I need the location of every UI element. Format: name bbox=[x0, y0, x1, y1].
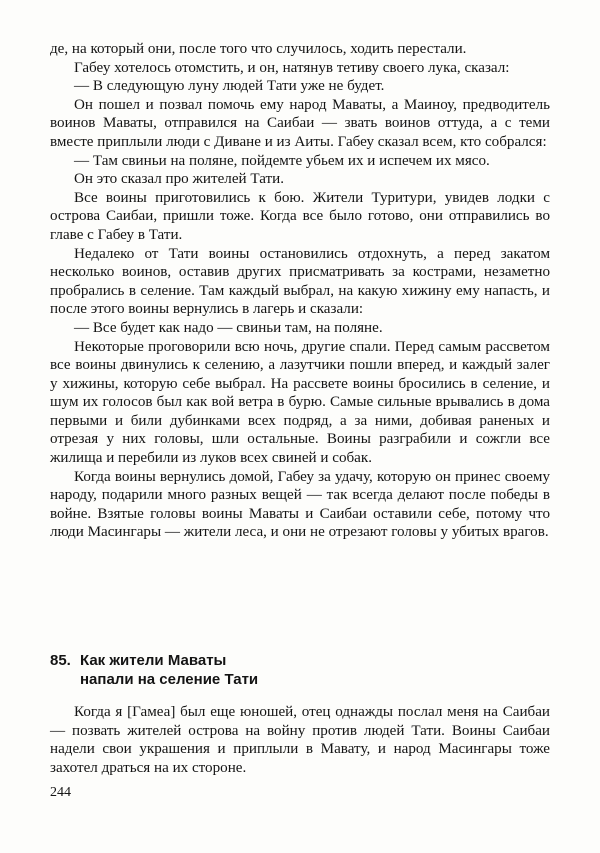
section-body-text bbox=[50, 703, 550, 777]
paragraph: де, на который они, после того что случилось, ходить перестали. bbox=[50, 41, 467, 57]
paragraph: Когда воины вернулись домой, Габеу за удачу, которую он принес своему народу, подарили много разных вещей — так всегда делают после победы в войне. Взятые головы воины Маваты и Саибаи оставили себе, потому что люди Масингары — жители леса, и они не отрезают головы у убитых врагов. bbox=[50, 468, 550, 541]
page-number: 244 bbox=[50, 785, 71, 800]
paragraph: Когда я [Гамеа] был еще юношей, отец однажды послал меня на Саибаи — позвать жителей острова на войну против людей Тати. Воины Саибаи надели свои украшения и приплыли в Мавату, и народ Масингары тоже захотел драться на их стороне. bbox=[50, 704, 550, 776]
section-title-line1: Как жители Маваты bbox=[80, 652, 227, 669]
paragraph: — Все будет как надо — свиньи там, на поляне. bbox=[74, 319, 383, 336]
paragraph: — Там свиньи на поляне, пойдемте убьем их и испечем их мясо. bbox=[74, 152, 490, 169]
paragraph: Недалеко от Тати воины остановились отдохнуть, а перед закатом несколько воинов, оставив других присматривать за кострами, незаметно пробрались в селение. Там каждый выбрал, на какую хижину ему напасть, и после этого воины вернулись в лагерь и сказали: bbox=[50, 245, 550, 318]
section-heading-line1 bbox=[50, 651, 550, 670]
paragraph: — В следующую луну людей Тати уже не будет. bbox=[74, 78, 385, 95]
body-text bbox=[50, 40, 550, 542]
paragraph: Все воины приготовились к бою. Жители Туритури, увидев лодки с острова Саибаи, пришли тоже. Когда все было готово, они отправились во главе с Габеу в Тати. bbox=[50, 189, 550, 243]
section-title-line2: напали на селение Тати bbox=[80, 671, 259, 688]
paragraph: Он пошел и позвал помочь ему народ Маваты, а Маиноу, предводитель воинов Маваты, отправился на Саибаи — звать воинов оттуда, а с теми вместе приплыли люди с Диване и из Аиты. Габеу сказал всем, кто собрался: bbox=[50, 96, 550, 150]
section-number: 85. bbox=[50, 652, 71, 669]
section-heading bbox=[50, 651, 550, 689]
paragraph: Некоторые проговорили всю ночь, другие спали. Перед самым рассветом все воины двинулись к селению, а лазутчики пошли вперед, и каждый залег у хижины, которую себе выбрал. На рассвете воины бросились в селение, и шум их голосов был как вой ветра в бурю. Самые сильные врывались в дома первыми и били дубинками всех подряд, а за ними, добивая раненых и отрезая у них головы, шли остальные. Воины разграбили и сожгли все жилища и перебили из луков всех свиней и собак. bbox=[50, 338, 550, 467]
paragraph: Габеу хотелось отомстить, и он, натянув тетиву своего лука, сказал: bbox=[74, 59, 510, 76]
paragraph: Он это сказал про жителей Тати. bbox=[74, 171, 284, 188]
